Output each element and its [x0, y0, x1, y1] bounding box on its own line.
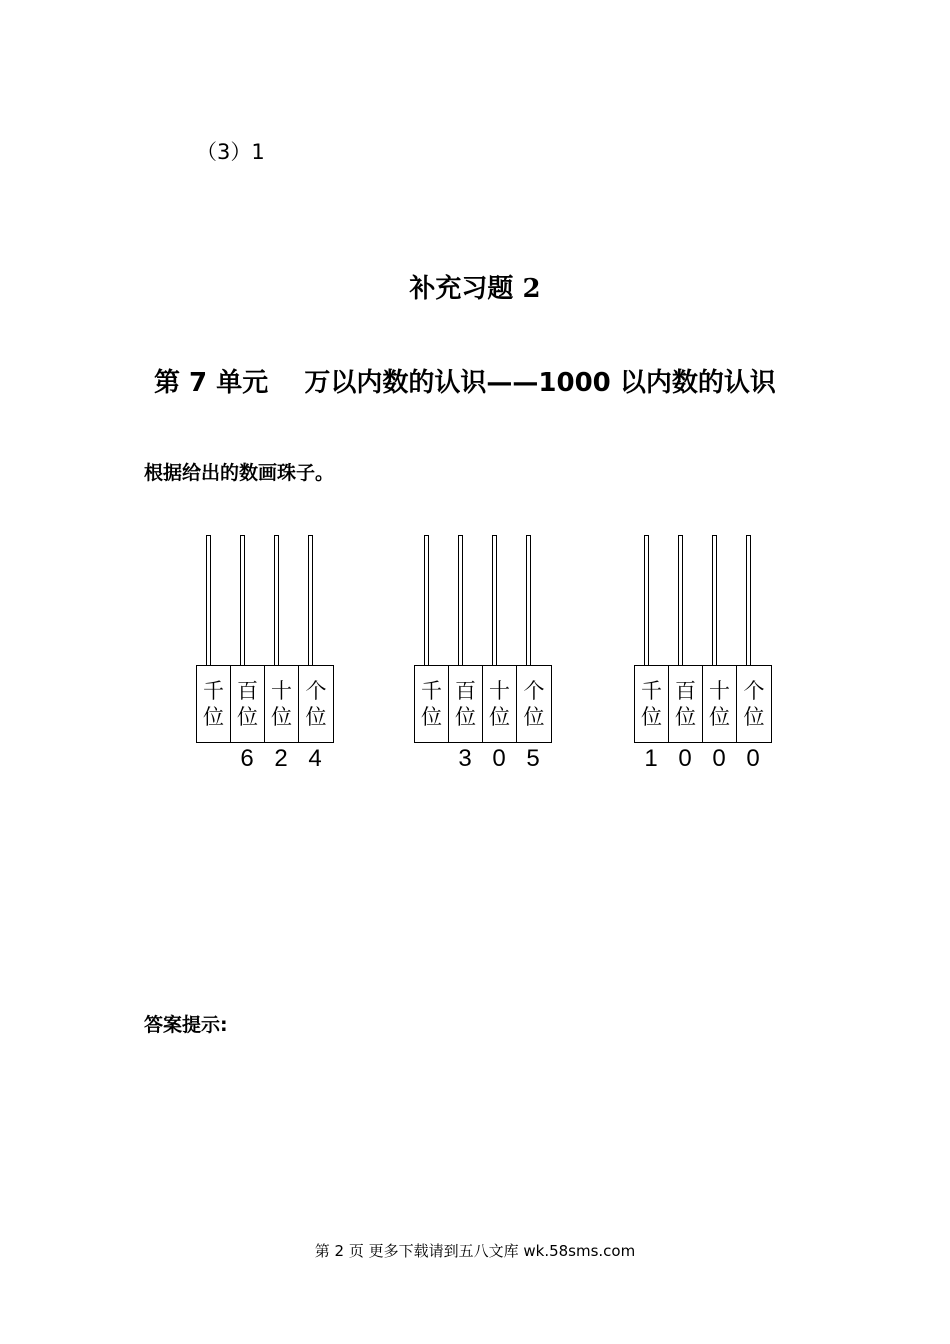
place-label-char: 位: [305, 705, 327, 729]
abacus-number: [196, 745, 332, 775]
place-label-char: 千: [203, 679, 224, 703]
number-digit: 0: [746, 745, 760, 772]
unit-title: 第 7 单元 万以内数的认识——1000 以内数的认识: [154, 368, 776, 398]
abacus-number: [634, 745, 770, 775]
number-digit: 4: [308, 745, 322, 772]
instruction-text: 根据给出的数画珠子。: [144, 462, 335, 484]
abacus-rod: [240, 535, 245, 665]
place-label-char: 位: [523, 705, 545, 729]
abacus-rod: [678, 535, 683, 665]
number-digit: 0: [492, 745, 506, 772]
place-label-char: 位: [455, 705, 476, 729]
place-label-char: 十: [489, 679, 510, 703]
abacus-rod: [492, 535, 497, 665]
place-label-cell: [669, 666, 703, 742]
place-label-char: 千: [421, 679, 442, 703]
place-label-cell: [703, 666, 737, 742]
place-label-cell: [635, 666, 669, 742]
abacus-rod: [644, 535, 649, 665]
number-digit: 1: [644, 745, 658, 772]
place-label-char: 十: [271, 679, 292, 703]
number-digit: 5: [526, 745, 540, 772]
place-label-char: 位: [203, 705, 224, 729]
place-label-char: 个: [743, 679, 765, 703]
place-value-labels: [414, 665, 552, 743]
place-label-char: 位: [709, 705, 730, 729]
place-label-cell: [197, 666, 231, 742]
abacus-number: [414, 745, 550, 775]
place-label-char: 百: [455, 679, 476, 703]
abacus-rod: [424, 535, 429, 665]
place-label-char: 位: [743, 705, 765, 729]
place-label-cell: [415, 666, 449, 742]
place-label-char: 十: [709, 679, 730, 703]
place-label-char: 位: [237, 705, 258, 729]
place-label-cell: [299, 666, 333, 742]
place-label-cell: [483, 666, 517, 742]
place-label-cell: [231, 666, 265, 742]
place-label-char: 位: [641, 705, 662, 729]
place-label-char: 位: [675, 705, 696, 729]
abacus-rod: [712, 535, 717, 665]
abacus-rod: [458, 535, 463, 665]
place-value-labels: [196, 665, 334, 743]
abacus-rod: [274, 535, 279, 665]
place-label-char: 百: [237, 679, 258, 703]
abacus-rod: [746, 535, 751, 665]
abacus-rod: [206, 535, 211, 665]
place-label-cell: [737, 666, 771, 742]
abacus-3: [634, 535, 770, 775]
previous-answer: （3）1: [196, 140, 265, 164]
number-digit: 6: [240, 745, 254, 772]
abacus-rod: [308, 535, 313, 665]
place-label-char: 个: [305, 679, 327, 703]
place-label-cell: [449, 666, 483, 742]
abacus-2: [414, 535, 550, 775]
number-digit: 2: [274, 745, 288, 772]
place-label-char: 个: [523, 679, 545, 703]
place-label-char: 位: [489, 705, 510, 729]
number-digit: 0: [678, 745, 692, 772]
place-label-cell: [517, 666, 551, 742]
place-label-char: 百: [675, 679, 696, 703]
place-value-labels: [634, 665, 772, 743]
number-digit: 0: [712, 745, 726, 772]
place-label-char: 位: [271, 705, 292, 729]
number-digit: 3: [458, 745, 472, 772]
answer-hint-label: 答案提示:: [144, 1014, 228, 1036]
abacus-1: [196, 535, 332, 775]
page-footer: 第 2 页 更多下载请到五八文库 wk.58sms.com: [314, 1242, 636, 1260]
place-label-char: 位: [421, 705, 442, 729]
section-title: 补充习题 2: [409, 274, 541, 304]
abacus-rod: [526, 535, 531, 665]
place-label-char: 千: [641, 679, 662, 703]
place-label-cell: [265, 666, 299, 742]
